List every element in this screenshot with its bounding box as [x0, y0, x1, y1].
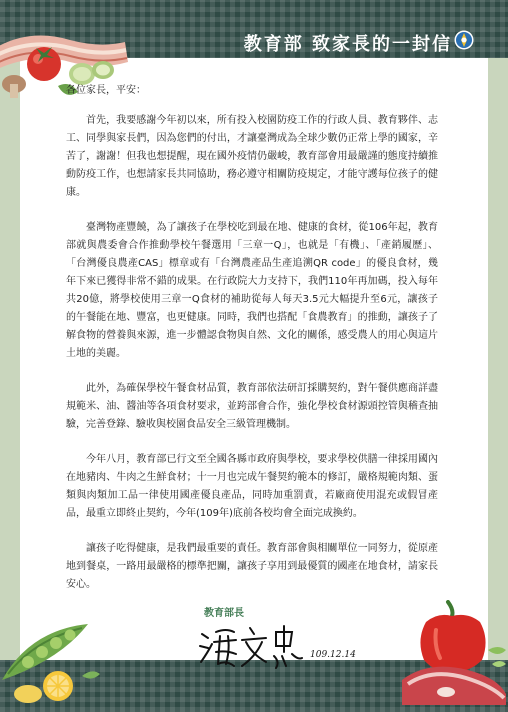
- bell-pepper-meat-herb-illustration: [398, 600, 508, 705]
- letter-greeting: 各位家長，平安：: [66, 85, 146, 96]
- letter-paragraph: 今年八月，教育部已行文至全國各縣市政府與學校，要求學校供膳一律採用國內在地豬肉、牛肉之生鮮食材；十一月也完成午餐契約範本的修訂，嚴格規範肉類、蛋類與肉類加工品一律使用國產優良產品，同時加重罰責，若廠商使用混充或假冒產品，最重立即終止契約，今年(109年)底前各校均會全面完成換約。: [66, 454, 438, 519]
- pea-pod-lemon-illustration: [0, 610, 110, 705]
- handwritten-signature: [196, 622, 308, 672]
- letter-paragraph: 此外，為確保學校午餐食材品質，教育部依法研訂採購契約，對午餐供應商詳盡規範米、油、醬油等各項食材要求，並跨部會合作，強化學校食材源頭控管與稽查抽驗，完善登錄、驗收與校園食品安全三級管理機制。: [66, 383, 438, 430]
- letter-body: [66, 82, 438, 611]
- right-border-band: [488, 58, 508, 660]
- letter-paragraph: 首先，我要感謝今年初以來，所有投入校園防疫工作的行政人員、教育夥伴、志工、同學與家長們，因為您們的付出，才讓臺灣成為全球少數仍正常上學的國家，辛苦了，謝謝！但我也想提醒，現在國外疫情仍嚴峻，教育部會用最嚴謹的態度持續推動防疫工作，也想請家長共同協助，務必遵守相關防疫規定，才能守護每位孩子的健康。: [66, 115, 438, 198]
- signature-date: 109.12.14: [310, 650, 356, 660]
- left-border-band: [0, 58, 20, 660]
- letter-paragraph: 臺灣物產豐饒，為了讓孩子在學校吃到最在地、健康的食材，從106年起，教育部就與農委會合作推動學校午餐選用「三章一Q」，也就是「有機」、「產銷履歷」、「台灣優良農產CAS」標章或有「台灣農產品生產追溯QR code」的優良食材，幾年下來已獲得非常不錯的成果。在行政院大力支持下，我們110年再加碼，投入每年共20億，將學校使用三章一Q食材的補助從每人每天3.5元大幅提升至6元，讓孩子的午餐能在地、豐富，也更健康。同時，我們也搭配「食農教育」的推動，讓孩子了解食物的營養與來源，進一步體認食物與自然、文化的關係，感受農人的用心與這片土地的美麗。: [66, 222, 438, 359]
- letter-header-title: 教育部 致家長的一封信: [243, 34, 452, 55]
- moe-emblem-icon: [454, 30, 474, 50]
- letter-paragraph: 讓孩子吃得健康，是我們最重要的責任。教育部會與相關單位一同努力，從原產地到餐桌，一路用最嚴格的標準把關，讓孩子享用到最優質的國產在地食材，請家長安心。: [66, 543, 438, 590]
- signatory-title: 教育部長: [204, 608, 244, 619]
